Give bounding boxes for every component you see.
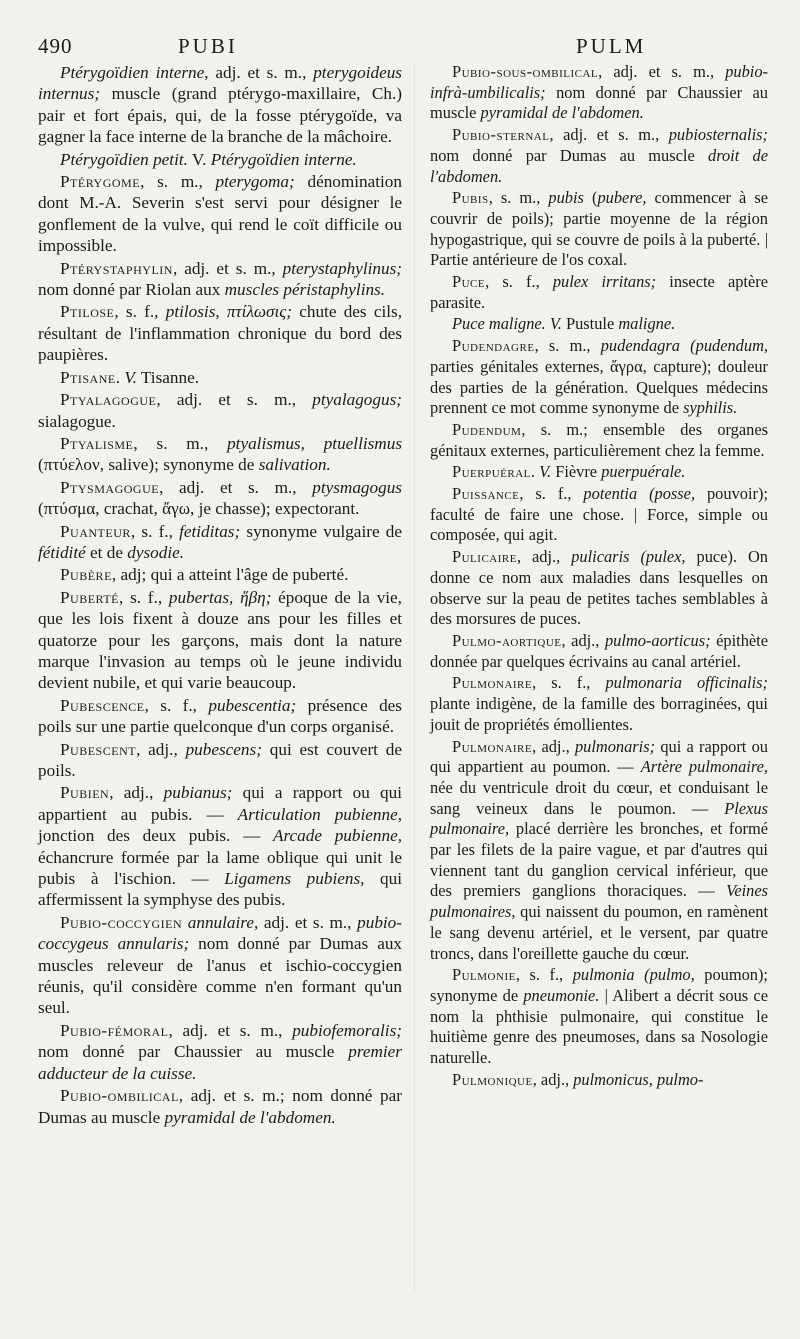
- entry-italic-text: muscles péristaphylins.: [224, 280, 386, 300]
- dictionary-entry: [38, 782, 402, 910]
- entry-text: V.: [187, 149, 211, 169]
- entry-italic-text: puerpuérale.: [601, 462, 686, 482]
- entry-italic-text: pulmo-aorticus;: [604, 630, 711, 650]
- entry-italic-text: ptilosis, πτίλωσις;: [165, 302, 292, 322]
- entry-italic-text: potentia (posse,: [583, 484, 696, 504]
- entry-text: , s. f.,: [144, 695, 209, 715]
- entry-italic-text: pubere,: [597, 188, 647, 208]
- entry-headword: Puberté: [60, 587, 120, 607]
- entry-headword: Pubio-fémoral: [60, 1020, 169, 1040]
- entry-text: , s. f.,: [485, 272, 553, 292]
- entry-italic-text: ptysmagogus: [312, 477, 402, 497]
- dictionary-entry: [38, 367, 402, 388]
- dictionary-entry: [38, 433, 402, 476]
- page-number: 490: [38, 34, 73, 58]
- dictionary-entry: [430, 62, 768, 124]
- entry-italic-text: pyramidal de l'abdomen.: [164, 1107, 336, 1127]
- entry-text: , s. f.,: [119, 587, 169, 607]
- entry-italic-text: pyramidal de l'abdomen.: [480, 103, 644, 123]
- entry-text: qui a rapport ou qui appartient au poumon. —: [430, 736, 768, 777]
- entry-headword: Puissance: [452, 484, 520, 504]
- entry-italic-text: fétidité: [38, 542, 86, 562]
- entry-headword: Pulmonique: [452, 1069, 533, 1089]
- entry-headword: Pulmonaire: [452, 673, 533, 693]
- entry-text: puce). On donne ce nom aux maladies dans lesquelles on observe sur la peau de petites taches semblables à des morsures de puces.: [430, 547, 768, 629]
- entry-text: Tisanne.: [136, 367, 200, 387]
- entry-text: adj. et s. m.,: [258, 912, 358, 932]
- entry-text: et de: [85, 542, 128, 562]
- left-running-head: PUBI: [178, 34, 238, 58]
- dictionary-entry: [38, 739, 402, 782]
- entry-headword: Ptisane: [60, 367, 116, 387]
- dictionary-entry: [38, 62, 402, 148]
- entry-italic-text: pulmonaria officinalis;: [605, 673, 768, 693]
- entry-text: , adj. et s. m.,: [172, 258, 283, 278]
- entry-text: dénomination dont M.-A. Severin s'est servi pour désigner le gonflement de la vulve, qui rend le coït difficile ou impossible.: [38, 172, 402, 256]
- entry-text: , adj.,: [109, 783, 164, 803]
- entry-headword: Pulmonaire: [452, 736, 533, 756]
- entry-italic-text: pulicaris (pulex,: [571, 547, 686, 567]
- dictionary-entry: [38, 587, 402, 694]
- dictionary-entry: [430, 125, 768, 187]
- entry-text: pouvoir); faculté de faire une chose. | Force, simple ou composée, qui agit.: [430, 484, 768, 545]
- entry-italic-text: premier adducteur de la cuisse.: [38, 1042, 402, 1083]
- entry-text: (: [583, 188, 598, 208]
- dictionary-entry: [38, 695, 402, 738]
- entry-italic-text: pubescens;: [185, 739, 262, 759]
- entry-italic-text: Arcade pubienne,: [272, 826, 402, 846]
- entry-headword: Pulmo-aortique: [452, 630, 562, 650]
- entry-headword: Pulicaire: [452, 547, 517, 567]
- entry-italic-text: pubiofemoralis;: [292, 1020, 402, 1040]
- entry-text: , s. f.,: [515, 965, 573, 985]
- entry-text: placé derrière les bronches, et formé par les filets de la paire vague, et par d'autres qui viennent tant du ganglion cervical inférieur, que des premiers ganglions thoraciques. —: [430, 819, 768, 901]
- dictionary-entry: [430, 272, 768, 313]
- dictionary-entry: [38, 521, 402, 564]
- dictionary-entry: [430, 420, 768, 461]
- entry-headword: Ptérystaphylin: [60, 258, 173, 278]
- entry-italic-text: pubianus;: [163, 783, 233, 803]
- entry-headword: Pudendum: [452, 419, 522, 439]
- dictionary-entry: [38, 149, 402, 170]
- entry-italic-text: Ligamens pubiens,: [224, 869, 365, 889]
- entry-italic-text: pulmonaris;: [574, 736, 656, 756]
- entry-italic-text: Plexus pulmonaire,: [430, 798, 768, 839]
- dictionary-entry: [430, 1070, 768, 1091]
- entry-italic-text: pubio-coccygeus annularis;: [38, 912, 402, 954]
- entry-italic-text: Puce maligne.: [452, 314, 546, 334]
- entry-headword: Pubescent: [60, 739, 137, 759]
- entry-text: Pustule: [561, 314, 619, 334]
- entry-text: , adj.,: [136, 739, 186, 759]
- entry-text: insecte aptère parasite.: [430, 272, 768, 312]
- entry-headword: Pubescence: [60, 695, 145, 715]
- entry-text: nom donné par Chaussier au muscle: [38, 1042, 349, 1062]
- entry-italic-text: pterystaphylinus;: [282, 258, 402, 278]
- entry-text: .: [530, 462, 540, 482]
- dictionary-entry: [430, 484, 768, 546]
- entry-text: , adj. et s. m.,: [168, 1020, 293, 1040]
- entry-italic-text: maligne.: [618, 314, 676, 334]
- dictionary-entry: [38, 912, 402, 1019]
- entry-text: , adj. et s. m.,: [204, 63, 314, 82]
- entry-text: poumon); synonyme de: [430, 965, 768, 1005]
- page-header: [28, 34, 778, 64]
- entry-text: qui naissent du poumon, en ramènent le sang devenu artériel, et le versent, par quatre troncs, dans l'oreillette gauche du cœur.: [430, 902, 768, 963]
- entry-italic-text: pubis: [548, 188, 584, 208]
- entry-text: , s. f.,: [130, 521, 180, 541]
- entry-text: commencer à se couvrir de poils); partie moyenne de la région hypogastrique, qui se couvre de poils à la puberté. | Partie antérieure de l'os coxal.: [430, 188, 769, 270]
- entry-italic-text: pneumonie.: [523, 985, 600, 1005]
- entry-text: , s. f.,: [532, 673, 606, 693]
- entry-headword: Ptyalagogue: [60, 390, 157, 410]
- entry-text: , adj.,: [532, 736, 575, 756]
- dictionary-entry: [430, 965, 768, 1069]
- entry-headword: Pulmonie: [452, 965, 516, 985]
- right-column: [430, 62, 768, 1091]
- entry-headword: Pubère: [60, 565, 112, 585]
- left-column: [38, 62, 402, 1129]
- entry-text: , adj.,: [516, 547, 572, 567]
- entry-italic-text: pterygoma;: [215, 172, 295, 192]
- entry-text: nom donné par Riolan aux: [38, 280, 225, 300]
- entry-text: , adj. et s. m.; nom donné par Dumas au muscle: [38, 1086, 402, 1127]
- entry-text: parties génitales externes, ἄγρα, capture); douleur des parties de la génération. Quelques médecins prennent ce mot comme synonyme de: [430, 356, 768, 418]
- entry-italic-text: Ptérygoïdien petit.: [60, 149, 188, 169]
- entry-text: .: [115, 367, 125, 387]
- dictionary-entry: [38, 389, 402, 432]
- entry-text: plante indigène, de la famille des borraginées, qui jouit de propriétés émollientes.: [430, 694, 768, 734]
- entry-headword: Ptyalisme: [60, 433, 134, 453]
- right-running-head: PULM: [576, 34, 647, 58]
- entry-text: (πτύελον, salive); synonyme de: [38, 455, 259, 475]
- entry-italic-text: Articulation pubienne,: [237, 804, 402, 824]
- entry-text: , s. f.,: [114, 302, 166, 322]
- entry-headword: Ptysmagogue: [60, 477, 160, 497]
- entry-text: échancrure formée par la lame oblique qui unit le pubis à l'ischion. —: [38, 847, 402, 889]
- dictionary-entry: [430, 314, 768, 335]
- dictionary-entry: [430, 462, 768, 483]
- dictionary-entry: [430, 737, 768, 965]
- entry-italic-text: Ptérygoïdien interne.: [210, 149, 357, 169]
- entry-text: qui est couvert de poils.: [38, 739, 402, 780]
- entry-italic-text: pubescentia;: [208, 695, 297, 715]
- entry-text: , s. m.,: [534, 336, 601, 356]
- entry-italic-text: V.: [124, 367, 137, 387]
- entry-headword: Pubio-ombilical: [60, 1086, 179, 1106]
- dictionary-entry: [430, 673, 768, 735]
- dictionary-entry: [38, 564, 402, 585]
- entry-text: , s. m.,: [488, 188, 549, 208]
- entry-text: sialagogue.: [38, 411, 116, 431]
- entry-text: nom donné par Dumas aux muscles releveur de l'anus et ischio-coccygien réunis, qu'il considère comme n'en formant qu'un seul.: [38, 934, 403, 1018]
- entry-text: , adj. et s. m.,: [549, 125, 669, 145]
- entry-italic-text: syphilis.: [683, 398, 738, 418]
- entry-text: , s. f.,: [519, 484, 584, 504]
- entry-text: (πτύσμα, crachat, ἄγω, je chasse); expectorant.: [38, 499, 360, 519]
- dictionary-entry: [430, 631, 768, 672]
- dictionary-entry: [38, 301, 402, 365]
- entry-italic-text: annulaire,: [187, 912, 259, 932]
- entry-italic-text: ptyalagogus;: [312, 390, 402, 410]
- entry-headword: Pubio-sternal: [452, 125, 550, 145]
- entry-text: née du ventricule droit du cœur, et conduisant le sang veineux dans le poumon. —: [430, 777, 768, 818]
- entry-headword: Pubio-sous-ombilical: [452, 62, 599, 81]
- entry-text: nom donné par Dumas au muscle: [430, 145, 708, 165]
- dictionary-entry: [430, 188, 768, 271]
- entry-headword: Ptilose: [60, 302, 115, 322]
- entry-italic-text: fetiditas;: [179, 521, 241, 541]
- entry-text: nom donné par Chaussier au muscle: [430, 82, 768, 123]
- entry-italic-text: Ptérygoïdien interne: [60, 63, 205, 82]
- dictionary-entry: [38, 1085, 402, 1128]
- entry-text: , s. m.,: [140, 172, 216, 192]
- dictionary-entry: [38, 171, 402, 257]
- entry-text: épithète donnée par quelques écrivains au canal artériel.: [430, 630, 768, 671]
- entry-text: jonction des deux pubis. —: [38, 826, 273, 846]
- entry-text: muscle (grand ptérygo-maxillaire, Ch.) pair et fort épais, qui, de la fosse ptérygoïde, va gagner la face interne de la branche de la mâchoire.: [38, 84, 402, 147]
- entry-text: époque de la vie, que les lois fixent à douze ans pour les filles et quatorze pour les garçons, mais dont la nature marque l'invasion au temps où le jeune individu devient nubile, et qui varie beaucoup.: [38, 587, 402, 693]
- dictionary-entry: [38, 1020, 402, 1084]
- entry-text: chute des cils, résultant de l'inflammation chronique du bord des paupières.: [38, 302, 403, 365]
- entry-italic-text: pubio-infrà-umbilicalis;: [430, 62, 768, 102]
- entry-text: présence des poils sur une partie quelconque d'un corps organisé.: [38, 695, 402, 737]
- entry-text: , adj. et s. m.,: [159, 477, 313, 497]
- dictionary-entry: [430, 336, 768, 419]
- entry-italic-text: Artère pulmonaire,: [640, 757, 768, 777]
- entry-italic-text: pterygoideus internus;: [38, 63, 402, 104]
- entry-italic-text: salivation.: [258, 455, 331, 475]
- entry-headword: Puce: [452, 272, 486, 292]
- entry-text: , adj; qui a atteint l'âge de puberté.: [111, 565, 349, 585]
- entry-italic-text: pubiosternalis;: [668, 125, 768, 145]
- entry-headword: Puanteur: [60, 521, 131, 541]
- entry-italic-text: pulmonia (pulmo,: [572, 965, 695, 985]
- entry-text: , adj. et s. m.,: [156, 390, 313, 410]
- dictionary-entry: [430, 547, 768, 630]
- entry-italic-text: pulex irritans;: [552, 272, 657, 292]
- entry-text: , adj.,: [532, 1069, 574, 1089]
- entry-headword: Puerpuéral: [452, 462, 531, 482]
- entry-text: qui a rapport ou qui appartient au pubis. —: [38, 783, 402, 824]
- entry-italic-text: Veines pulmonaires,: [430, 881, 768, 922]
- entry-headword: Pubio-coccygien: [60, 912, 183, 932]
- entry-italic-text: pudendagra (pudendum,: [600, 336, 769, 356]
- entry-italic-text: pubertas, ἥβη;: [168, 587, 272, 607]
- entry-text: | Alibert a décrit sous ce nom la phthisie pulmonaire, qui constitue le huitième genre des pneumoses, dans sa Nosologie naturelle.: [430, 985, 768, 1068]
- dictionary-entry: [38, 477, 402, 520]
- entry-text: synonyme vulgaire de: [240, 521, 402, 541]
- entry-italic-text: droit de l'abdomen.: [430, 145, 768, 186]
- entry-italic-text: V.: [539, 462, 552, 482]
- entry-headword: Ptérygome: [60, 172, 141, 192]
- entry-text: , adj. et s. m.,: [598, 62, 726, 81]
- entry-text: , s. m.,: [133, 433, 228, 453]
- entry-text: , adj.,: [561, 630, 605, 650]
- entry-text: , s. m.; ensemble des organes génitaux externes, particulièrement chez la femme.: [430, 419, 768, 460]
- column-gutter: [414, 62, 415, 1292]
- entry-text: Fièvre: [551, 462, 602, 482]
- entry-headword: Pudendagre: [452, 336, 535, 356]
- entry-italic-text: dysodie.: [127, 542, 185, 562]
- entry-headword: Pubis: [452, 188, 489, 208]
- entry-headword: Pubien: [60, 783, 110, 803]
- entry-italic-text: pulmonicus, pulmo-: [573, 1069, 704, 1089]
- entry-text: qui affermissent la symphyse des pubis.: [38, 869, 402, 910]
- entry-italic-text: V.: [549, 314, 562, 334]
- dictionary-entry: [38, 258, 402, 301]
- entry-italic-text: ptyalismus, ptuellismus: [227, 433, 403, 453]
